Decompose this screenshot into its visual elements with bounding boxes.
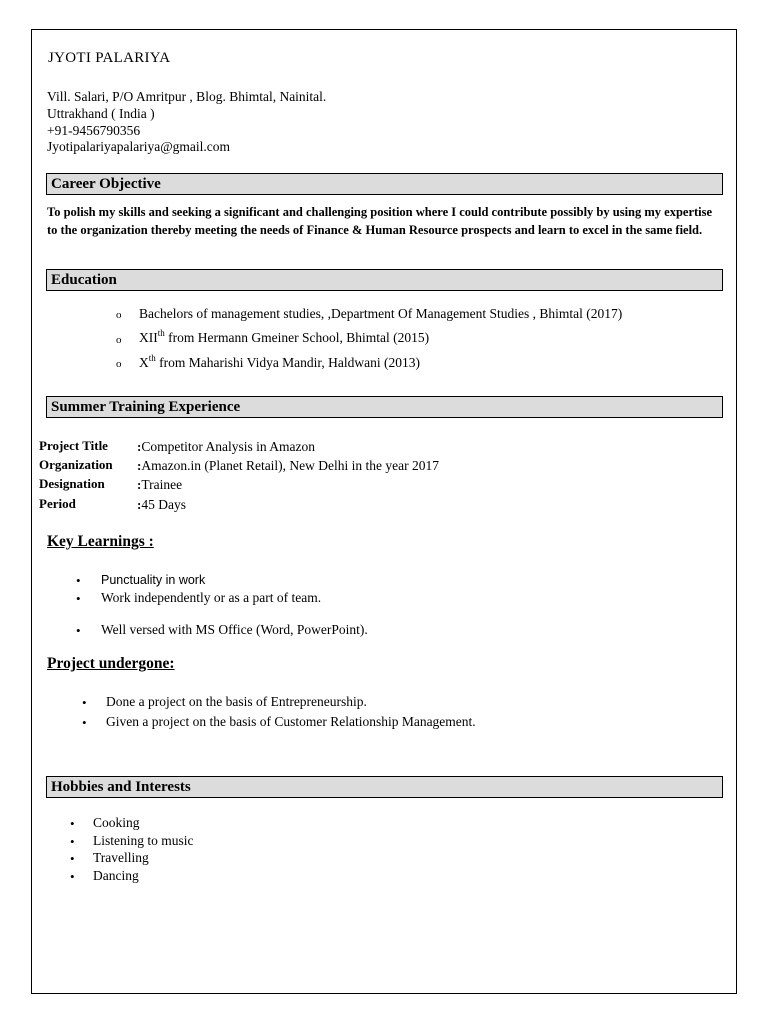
list-bullet: •: [76, 573, 81, 588]
list-bullet: •: [70, 851, 75, 866]
section-title: Hobbies and Interests: [51, 779, 191, 795]
hobby-item: Travelling: [93, 850, 149, 865]
ordinal-suffix: th: [148, 353, 156, 363]
career-objective-header: [46, 173, 723, 195]
hobby-item: Listening to music: [93, 833, 194, 848]
section-title: Summer Training Experience: [51, 399, 241, 415]
key-learnings-heading: Key Learnings :: [47, 533, 154, 550]
list-bullet: •: [70, 834, 75, 849]
candidate-name: JYOTI PALARIYA: [48, 50, 171, 66]
key-learning-item: Punctuality in work: [101, 573, 206, 587]
list-bullet: o: [116, 334, 122, 346]
list-bullet: •: [82, 695, 87, 710]
hobby-item: Cooking: [93, 815, 140, 830]
project-undergone-heading: Project undergone:: [47, 655, 175, 672]
school-detail: from Hermann Gmeiner School, Bhimtal (2015): [164, 330, 430, 345]
list-bullet: o: [116, 358, 122, 370]
project-title-value: :Competitor Analysis in Amazon: [137, 439, 315, 454]
school-detail: from Maharishi Vidya Mandir, Haldwani (2013): [155, 355, 420, 370]
email-address: Jyotipalariyapalariya@gmail.com: [47, 139, 230, 154]
section-title: Education: [51, 272, 117, 288]
key-learning-item: Well versed with MS Office (Word, PowerPoint).: [101, 622, 368, 637]
designation-value: :Trainee: [137, 477, 183, 492]
period-label: Period: [39, 496, 76, 511]
key-learning-item: Work independently or as a part of team.: [101, 590, 322, 605]
education-item-degree: Bachelors of management studies, ,Department Of Management Studies , Bhimtal (2017): [139, 306, 623, 321]
career-objective-text: To polish my skills and seeking a significant and challenging position where I could contribute possibly by using my expertise to the organization thereby meeting the needs of Finance & Human Resource prospects and learn to excel in the same field.: [47, 205, 713, 237]
education-item-xii: [139, 330, 429, 346]
organization-value: :Amazon.in (Planet Retail), New Delhi in the year 2017: [137, 458, 440, 473]
period-value: :45 Days: [137, 497, 186, 512]
project-item: Done a project on the basis of Entrepreneurship.: [106, 694, 367, 709]
phone-number: +91-9456790356: [47, 123, 141, 138]
address-line-1: Vill. Salari, P/O Amritpur , Blog. Bhimtal, Nainital.: [47, 89, 327, 104]
list-bullet: o: [116, 309, 122, 321]
address-line-2: Uttrakhand ( India ): [47, 106, 155, 121]
education-item-x: [139, 355, 420, 371]
hobbies-header: [46, 776, 723, 798]
education-header: [46, 269, 723, 291]
list-bullet: •: [76, 623, 81, 638]
class-name: X: [139, 355, 149, 370]
designation-label: Designation: [39, 476, 105, 491]
list-bullet: •: [82, 715, 87, 730]
list-bullet: •: [70, 869, 75, 884]
class-name: XII: [139, 330, 158, 345]
organization-label: Organization: [39, 457, 113, 472]
ordinal-suffix: th: [157, 328, 165, 338]
hobby-item: Dancing: [93, 868, 139, 883]
list-bullet: •: [70, 816, 75, 831]
section-title: Career Objective: [51, 176, 161, 192]
project-title-label: Project Title: [39, 438, 108, 453]
project-item: Given a project on the basis of Customer Relationship Management.: [106, 714, 476, 729]
list-bullet: •: [76, 591, 81, 606]
summer-training-header: [46, 396, 723, 418]
